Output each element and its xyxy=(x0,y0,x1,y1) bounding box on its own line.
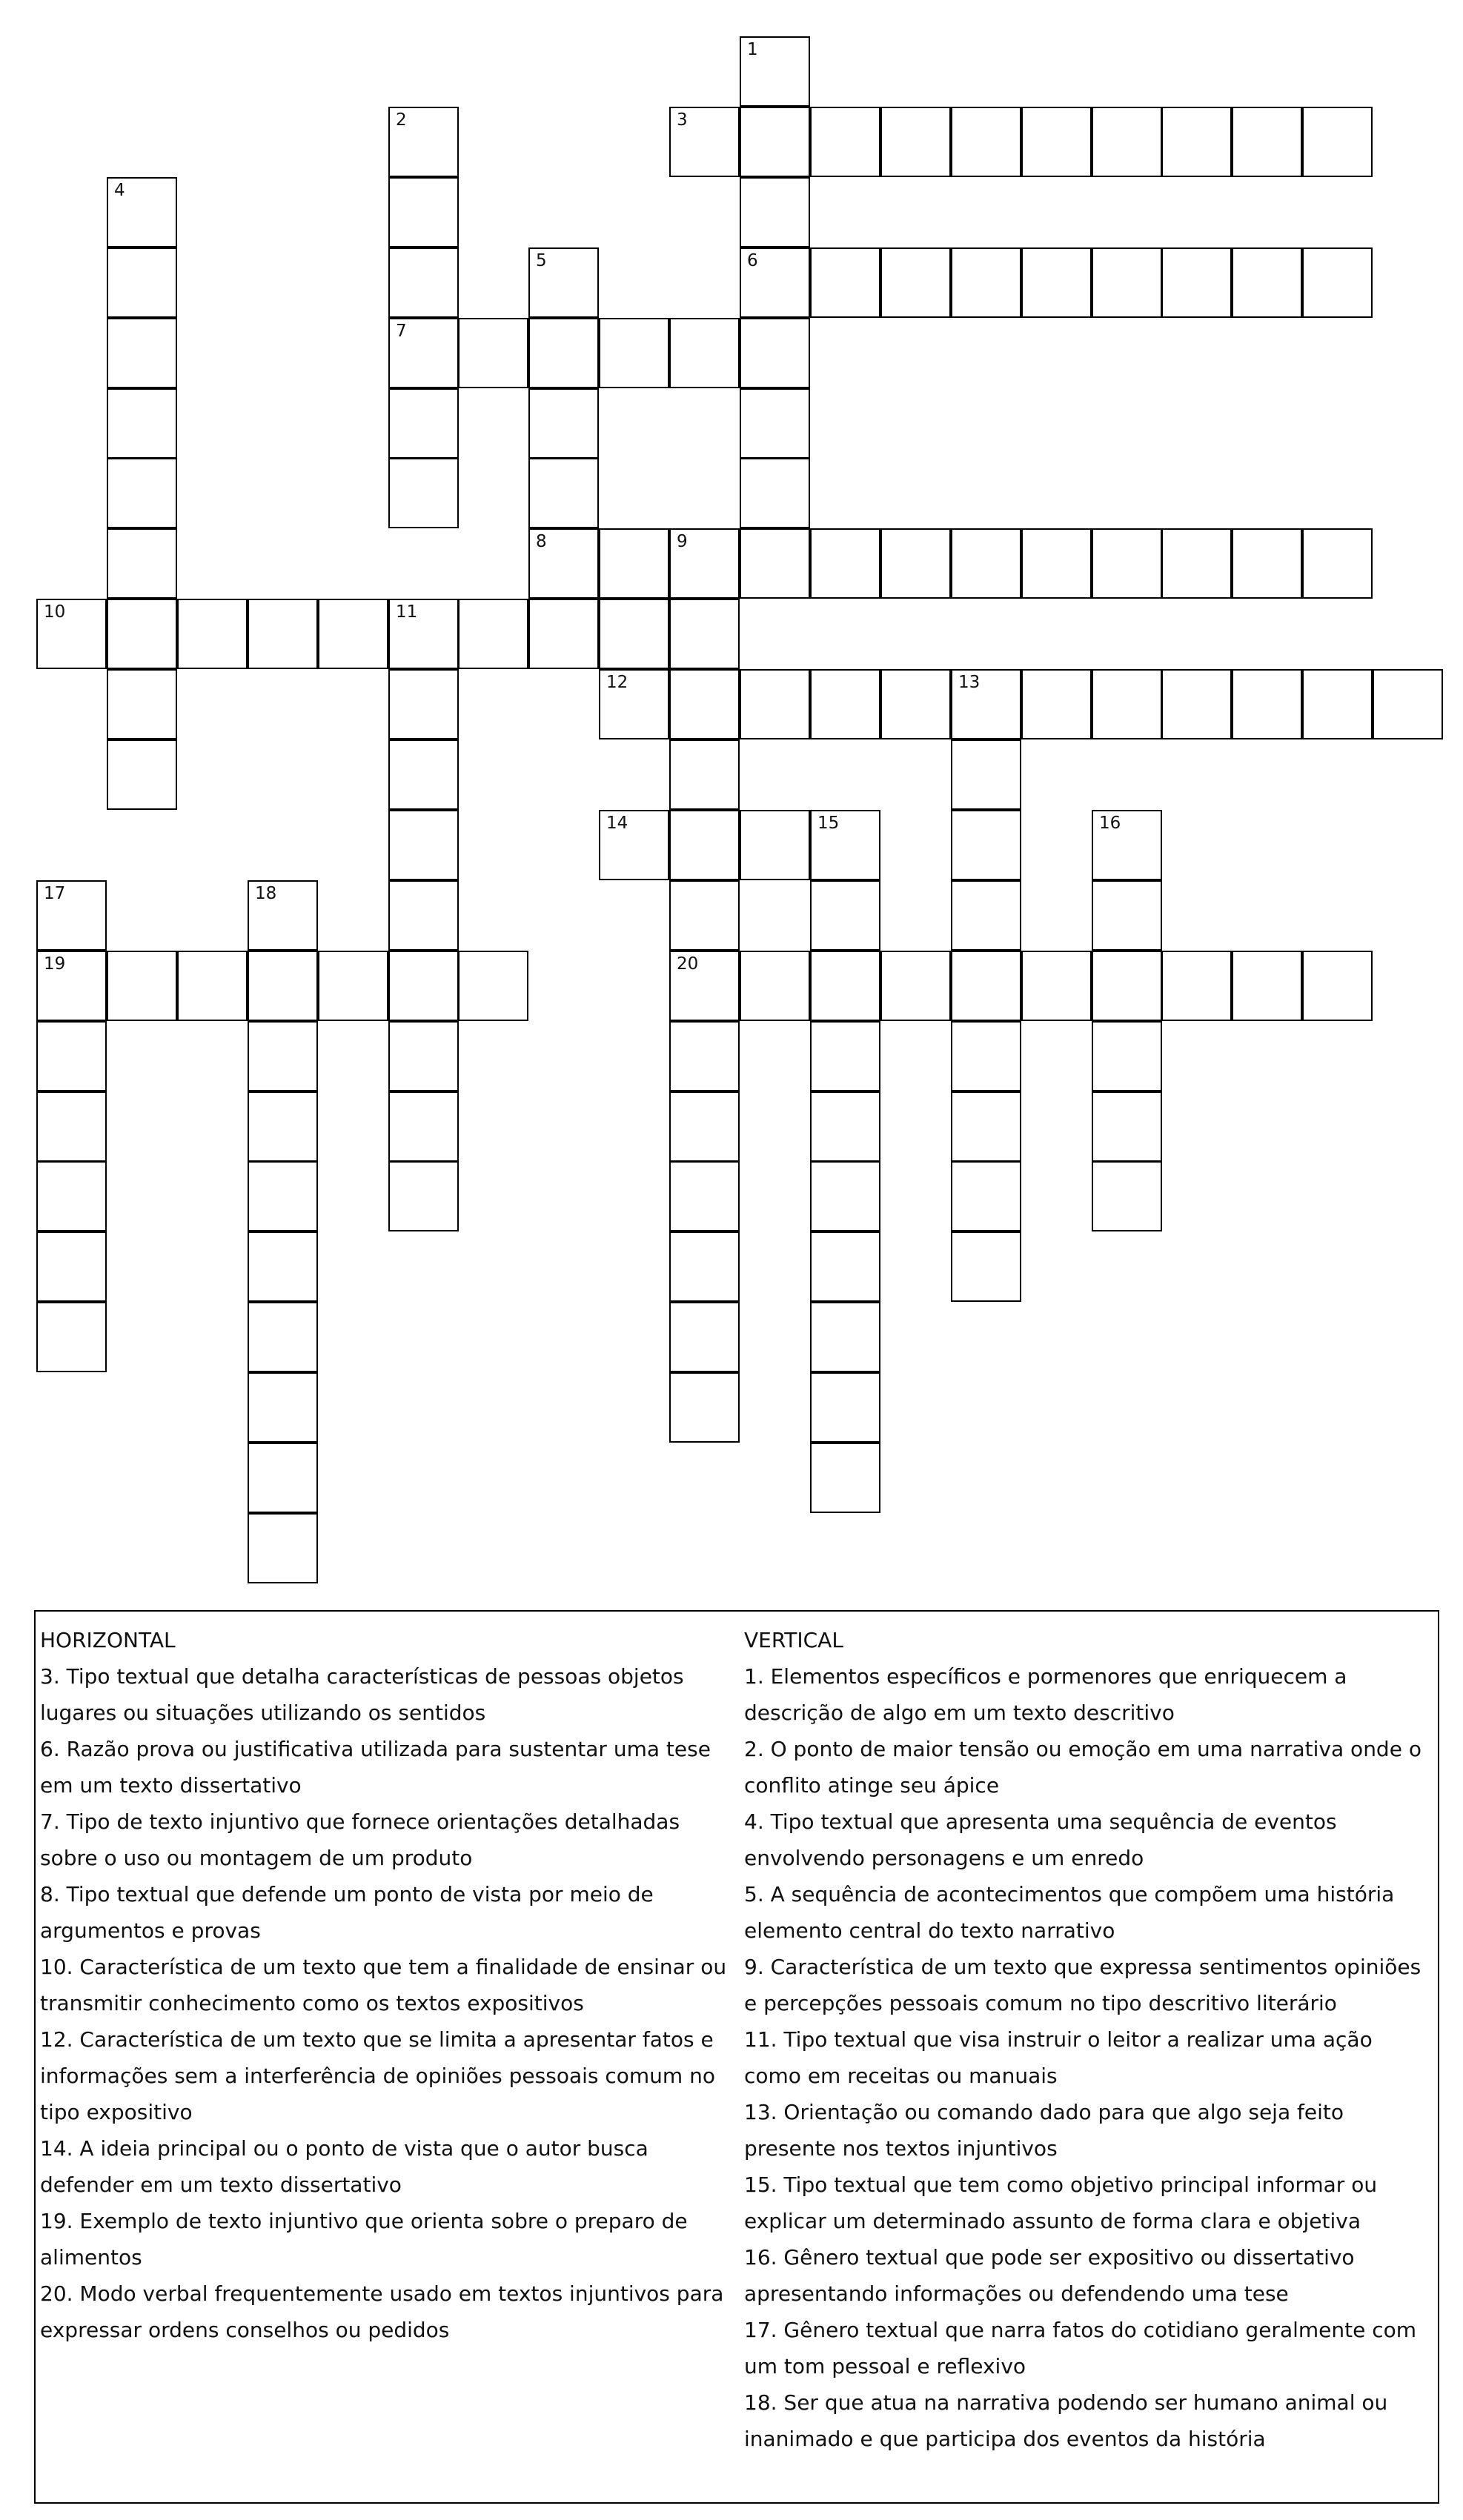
crossword-cell[interactable] xyxy=(107,318,177,388)
crossword-cell[interactable] xyxy=(951,810,1021,880)
crossword-cell[interactable] xyxy=(1161,107,1232,177)
crossword-cell[interactable] xyxy=(740,388,810,459)
crossword-cell[interactable] xyxy=(1232,669,1302,739)
crossword-cell[interactable] xyxy=(740,458,810,528)
crossword-cell[interactable] xyxy=(669,880,740,951)
crossword-cell[interactable] xyxy=(458,951,528,1021)
clue-number: 13 xyxy=(958,673,981,692)
crossword-cell[interactable] xyxy=(248,1302,318,1372)
crossword-cell[interactable] xyxy=(740,177,810,247)
clue: 5. A sequência de acontecimentos que compõem uma história elemento central do texto narrativo xyxy=(744,1882,1395,1943)
crossword-cell[interactable] xyxy=(740,107,810,177)
crossword-cell[interactable] xyxy=(810,1302,880,1372)
clue: 17. Gênero textual que narra fatos do cotidiano geralmente com um tom pessoal e reflexivo xyxy=(744,2318,1417,2378)
crossword-cell[interactable] xyxy=(458,318,528,388)
crossword-cell[interactable] xyxy=(528,458,599,528)
crossword-cell[interactable] xyxy=(1092,810,1162,880)
crossword-cell[interactable] xyxy=(810,107,880,177)
vertical-title: VERTICAL xyxy=(744,1628,843,1652)
crossword-cell[interactable] xyxy=(1021,528,1092,599)
clue-number: 15 xyxy=(817,814,840,833)
crossword-cell[interactable] xyxy=(880,247,951,318)
crossword-cell[interactable] xyxy=(669,1231,740,1302)
clue-number: 16 xyxy=(1099,814,1121,833)
crossword-cell[interactable] xyxy=(951,528,1021,599)
clue-number: 18 xyxy=(255,884,277,903)
clue-number: 6 xyxy=(747,251,758,270)
crossword-cell[interactable] xyxy=(1232,107,1302,177)
crossword-cell[interactable] xyxy=(1092,1021,1162,1091)
crossword-cell[interactable] xyxy=(880,528,951,599)
crossword-cell[interactable] xyxy=(810,1161,880,1231)
crossword-cell[interactable] xyxy=(1302,107,1373,177)
crossword-cell[interactable] xyxy=(388,247,459,318)
crossword-cell[interactable] xyxy=(951,669,1021,739)
clue-number: 11 xyxy=(396,602,418,622)
crossword-cell[interactable] xyxy=(599,318,669,388)
crossword-cell[interactable] xyxy=(669,810,740,880)
crossword-cell[interactable] xyxy=(1161,247,1232,318)
crossword-cell[interactable] xyxy=(599,599,669,669)
crossword-cell[interactable] xyxy=(458,599,528,669)
crossword-cell[interactable] xyxy=(1161,669,1232,739)
clue-number: 10 xyxy=(44,602,66,622)
crossword-cell[interactable] xyxy=(669,1302,740,1372)
crossword-cell[interactable] xyxy=(1232,247,1302,318)
clue-number: 3 xyxy=(677,110,688,130)
crossword-cell[interactable] xyxy=(810,528,880,599)
clue-number: 12 xyxy=(606,673,628,692)
vertical-clue-list xyxy=(744,1658,1433,2457)
crossword-cell[interactable] xyxy=(810,880,880,951)
clue: 6. Razão prova ou justificativa utilizada para sustentar uma tese em um texto dissertativo xyxy=(40,1737,711,1798)
crossword-cell[interactable] xyxy=(388,880,459,951)
crossword-cell[interactable] xyxy=(1092,107,1162,177)
crossword-cell[interactable] xyxy=(669,528,740,599)
crossword-cell[interactable] xyxy=(810,1372,880,1443)
crossword-cell[interactable] xyxy=(740,951,810,1021)
clue-number: 20 xyxy=(677,954,699,974)
crossword-cell[interactable] xyxy=(669,1021,740,1091)
crossword-cell[interactable] xyxy=(248,1161,318,1231)
crossword-cell[interactable] xyxy=(1092,247,1162,318)
crossword-cell[interactable] xyxy=(951,107,1021,177)
crossword-cell[interactable] xyxy=(388,107,459,177)
clue-number: 14 xyxy=(606,814,628,833)
crossword-cell[interactable] xyxy=(599,669,669,739)
crossword-cell[interactable] xyxy=(388,1161,459,1231)
crossword-cell[interactable] xyxy=(880,951,951,1021)
clue: 9. Característica de um texto que expressa sentimentos opiniões e percepções pessoais comum no tipo descritivo literário xyxy=(744,1955,1421,2015)
crossword-cell[interactable] xyxy=(1373,669,1443,739)
crossword-cell[interactable] xyxy=(880,107,951,177)
crossword-cell[interactable] xyxy=(669,1372,740,1443)
crossword-cell[interactable] xyxy=(669,1091,740,1162)
crossword-cell[interactable] xyxy=(177,599,248,669)
crossword-cell[interactable] xyxy=(36,1231,107,1302)
crossword-cell[interactable] xyxy=(388,177,459,247)
crossword-cell[interactable] xyxy=(388,669,459,739)
horizontal-clue-list xyxy=(40,1658,729,2348)
crossword-cell[interactable] xyxy=(388,739,459,810)
crossword-cell[interactable] xyxy=(1021,107,1092,177)
crossword-cell[interactable] xyxy=(248,1091,318,1162)
crossword-cell[interactable] xyxy=(528,528,599,599)
clue: 4. Tipo textual que apresenta uma sequência de eventos envolvendo personagens e um enredo xyxy=(744,1809,1337,1870)
crossword-cell[interactable] xyxy=(248,951,318,1021)
crossword-cell[interactable] xyxy=(528,388,599,459)
clue: 2. O ponto de maior tensão ou emoção em uma narrativa onde o conflito atinge seu ápice xyxy=(744,1737,1421,1798)
crossword-cell[interactable] xyxy=(318,951,388,1021)
crossword-cell[interactable] xyxy=(669,318,740,388)
clue: 18. Ser que atua na narrativa podendo ser humano animal ou inanimado e que participa dos eventos da história xyxy=(744,2390,1388,2451)
crossword-cell[interactable] xyxy=(740,528,810,599)
crossword-cell[interactable] xyxy=(810,1443,880,1513)
crossword-cell[interactable] xyxy=(1021,247,1092,318)
clue-number: 1 xyxy=(747,40,758,59)
crossword-cell[interactable] xyxy=(36,1021,107,1091)
crossword-cell[interactable] xyxy=(1021,951,1092,1021)
crossword-cell[interactable] xyxy=(810,1231,880,1302)
crossword-cell[interactable] xyxy=(107,951,177,1021)
crossword-cell[interactable] xyxy=(1302,669,1373,739)
crossword-cell[interactable] xyxy=(599,528,669,599)
crossword-cell[interactable] xyxy=(248,1231,318,1302)
crossword-cell[interactable] xyxy=(1092,1161,1162,1231)
crossword-cell[interactable] xyxy=(1302,951,1373,1021)
crossword-cell[interactable] xyxy=(36,1302,107,1372)
clues-box xyxy=(34,1610,1439,2504)
crossword-cell[interactable] xyxy=(951,247,1021,318)
clue: 10. Característica de um texto que tem a finalidade de ensinar ou transmitir conhecimento como os textos expositivos xyxy=(40,1955,727,2015)
crossword-cell[interactable] xyxy=(107,739,177,810)
clue-number: 19 xyxy=(44,954,66,974)
clue: 1. Elementos específicos e pormenores que enriquecem a descrição de algo em um texto descritivo xyxy=(744,1664,1347,1725)
crossword-cell[interactable] xyxy=(248,1021,318,1091)
crossword-cell[interactable] xyxy=(107,528,177,599)
crossword-cell[interactable] xyxy=(951,1231,1021,1302)
crossword-cell[interactable] xyxy=(388,599,459,669)
crossword-cell[interactable] xyxy=(36,951,107,1021)
crossword-cell[interactable] xyxy=(810,247,880,318)
crossword-cell[interactable] xyxy=(36,1161,107,1231)
clue-number: 7 xyxy=(396,322,407,341)
crossword-cell[interactable] xyxy=(669,739,740,810)
horizontal-clues xyxy=(40,1622,729,2348)
crossword-cell[interactable] xyxy=(36,880,107,951)
crossword-cell[interactable] xyxy=(1161,951,1232,1021)
crossword-cell[interactable] xyxy=(388,388,459,459)
crossword-cell[interactable] xyxy=(107,177,177,247)
crossword-cell[interactable] xyxy=(1232,528,1302,599)
clue: 11. Tipo textual que visa instruir o leitor a realizar uma ação como em receitas ou manuais xyxy=(744,2027,1373,2088)
crossword-cell[interactable] xyxy=(1302,247,1373,318)
clue: 20. Modo verbal frequentemente usado em textos injuntivos para expressar ordens conselhos ou pedidos xyxy=(40,2281,724,2342)
crossword-cell[interactable] xyxy=(1092,880,1162,951)
crossword-cell[interactable] xyxy=(107,669,177,739)
crossword-cell[interactable] xyxy=(1092,669,1162,739)
crossword-cell[interactable] xyxy=(599,810,669,880)
crossword-cell[interactable] xyxy=(810,669,880,739)
crossword-cell[interactable] xyxy=(528,599,599,669)
crossword-cell[interactable] xyxy=(810,1091,880,1162)
clue: 13. Orientação ou comando dado para que algo seja feito presente nos textos injuntivos xyxy=(744,2100,1344,2161)
crossword-cell[interactable] xyxy=(177,951,248,1021)
crossword-cell[interactable] xyxy=(107,599,177,669)
crossword-cell[interactable] xyxy=(740,810,810,880)
crossword-cell[interactable] xyxy=(107,247,177,318)
clue: 7. Tipo de texto injuntivo que fornece orientações detalhadas sobre o uso ou montagem de um produto xyxy=(40,1809,680,1870)
crossword-cell[interactable] xyxy=(669,951,740,1021)
crossword-cell[interactable] xyxy=(248,599,318,669)
crossword-cell[interactable] xyxy=(880,669,951,739)
crossword-cell[interactable] xyxy=(1092,951,1162,1021)
crossword-cell[interactable] xyxy=(740,318,810,388)
crossword-cell[interactable] xyxy=(248,1443,318,1513)
crossword-cell[interactable] xyxy=(951,1091,1021,1162)
clue-number: 9 xyxy=(677,532,688,551)
crossword-cell[interactable] xyxy=(388,1021,459,1091)
crossword-cell[interactable] xyxy=(740,669,810,739)
crossword-cell[interactable] xyxy=(248,1513,318,1583)
horizontal-title: HORIZONTAL xyxy=(40,1628,176,1652)
clue-number: 8 xyxy=(536,532,547,551)
crossword-cell[interactable] xyxy=(951,739,1021,810)
crossword-cell[interactable] xyxy=(740,36,810,107)
crossword-cell[interactable] xyxy=(36,599,107,669)
crossword-cell[interactable] xyxy=(388,810,459,880)
clue-number: 17 xyxy=(44,884,66,903)
crossword-cell[interactable] xyxy=(740,247,810,318)
crossword-cell[interactable] xyxy=(1232,951,1302,1021)
crossword-cell[interactable] xyxy=(388,951,459,1021)
crossword-cell[interactable] xyxy=(388,318,459,388)
clue: 19. Exemplo de texto injuntivo que orienta sobre o preparo de alimentos xyxy=(40,2209,688,2270)
crossword-cell[interactable] xyxy=(1092,528,1162,599)
crossword-cell[interactable] xyxy=(669,599,740,669)
crossword-cell[interactable] xyxy=(107,458,177,528)
clue-number: 2 xyxy=(396,110,407,130)
crossword-cell[interactable] xyxy=(810,951,880,1021)
vertical-clues xyxy=(744,1622,1433,2457)
crossword-cell[interactable] xyxy=(1021,669,1092,739)
crossword-cell[interactable] xyxy=(248,880,318,951)
crossword-cell[interactable] xyxy=(951,951,1021,1021)
crossword-cell[interactable] xyxy=(951,1161,1021,1231)
crossword-cell[interactable] xyxy=(1092,1091,1162,1162)
crossword-cell[interactable] xyxy=(528,318,599,388)
clue: 15. Tipo textual que tem como objetivo principal informar ou explicar um determinado assunto de forma clara e objetiva xyxy=(744,2172,1378,2233)
clue: 14. A ideia principal ou o ponto de vista que o autor busca defender em um texto dissertativo xyxy=(40,2136,648,2197)
clue: 8. Tipo textual que defende um ponto de vista por meio de argumentos e provas xyxy=(40,1882,654,1943)
crossword-cell[interactable] xyxy=(1161,528,1232,599)
crossword-cell[interactable] xyxy=(951,1021,1021,1091)
crossword-cell[interactable] xyxy=(388,1091,459,1162)
crossword-cell[interactable] xyxy=(248,1372,318,1443)
clue: 12. Característica de um texto que se limita a apresentar fatos e informações sem a interferência de opiniões pessoais comum no tipo expositivo xyxy=(40,2027,715,2124)
crossword-cell[interactable] xyxy=(1302,528,1373,599)
crossword-cell[interactable] xyxy=(318,599,388,669)
clue-number: 5 xyxy=(536,251,547,270)
crossword-cell[interactable] xyxy=(388,458,459,528)
crossword-cell[interactable] xyxy=(810,1021,880,1091)
crossword-cell[interactable] xyxy=(810,810,880,880)
crossword-cell[interactable] xyxy=(36,1091,107,1162)
clue-number: 4 xyxy=(114,181,125,200)
crossword-cell[interactable] xyxy=(669,1161,740,1231)
clue: 3. Tipo textual que detalha características de pessoas objetos lugares ou situações utilizando os sentidos xyxy=(40,1664,684,1725)
crossword-cell[interactable] xyxy=(951,880,1021,951)
crossword-cell[interactable] xyxy=(669,669,740,739)
crossword-cell[interactable] xyxy=(107,388,177,459)
crossword-cell[interactable] xyxy=(669,107,740,177)
crossword-cell[interactable] xyxy=(528,247,599,318)
clue: 16. Gênero textual que pode ser expositivo ou dissertativo apresentando informações ou defendendo uma tese xyxy=(744,2245,1355,2306)
